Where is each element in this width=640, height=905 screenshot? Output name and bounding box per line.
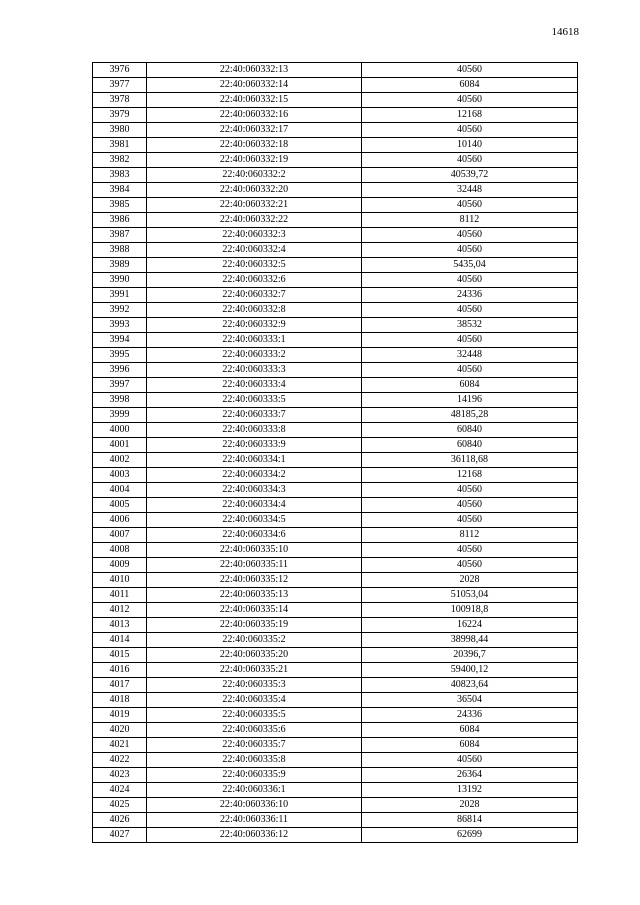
- row-number-cell: 3998: [93, 393, 147, 408]
- value-cell: 40560: [362, 543, 578, 558]
- table-row: [93, 153, 578, 168]
- table-row: [93, 468, 578, 483]
- row-number-cell: 3995: [93, 348, 147, 363]
- cadastral-number-cell: 22:40:060336:10: [147, 798, 362, 813]
- value-cell: 8112: [362, 528, 578, 543]
- value-cell: 32448: [362, 348, 578, 363]
- table-row: [93, 243, 578, 258]
- table-row: [93, 423, 578, 438]
- cadastral-number-cell: 22:40:060335:5: [147, 708, 362, 723]
- cadastral-number-cell: 22:40:060334:5: [147, 513, 362, 528]
- cadastral-number-cell: 22:40:060334:1: [147, 453, 362, 468]
- value-cell: 5435,04: [362, 258, 578, 273]
- value-cell: 40560: [362, 123, 578, 138]
- cadastral-number-cell: 22:40:060333:3: [147, 363, 362, 378]
- table-row: [93, 333, 578, 348]
- table-row: [93, 198, 578, 213]
- row-number-cell: 4001: [93, 438, 147, 453]
- value-cell: 13192: [362, 783, 578, 798]
- row-number-cell: 3992: [93, 303, 147, 318]
- cadastral-table: [92, 62, 578, 843]
- table-row: [93, 528, 578, 543]
- cadastral-number-cell: 22:40:060336:1: [147, 783, 362, 798]
- table-row: [93, 723, 578, 738]
- table-row: [93, 228, 578, 243]
- cadastral-number-cell: 22:40:060335:19: [147, 618, 362, 633]
- row-number-cell: 3993: [93, 318, 147, 333]
- value-cell: 12168: [362, 468, 578, 483]
- cadastral-number-cell: 22:40:060335:21: [147, 663, 362, 678]
- cadastral-number-cell: 22:40:060332:3: [147, 228, 362, 243]
- row-number-cell: 4003: [93, 468, 147, 483]
- cadastral-number-cell: 22:40:060333:9: [147, 438, 362, 453]
- table-row: [93, 663, 578, 678]
- cadastral-number-cell: 22:40:060332:17: [147, 123, 362, 138]
- row-number-cell: 3994: [93, 333, 147, 348]
- row-number-cell: 3980: [93, 123, 147, 138]
- value-cell: 24336: [362, 288, 578, 303]
- value-cell: 40539,72: [362, 168, 578, 183]
- table-row: [93, 693, 578, 708]
- row-number-cell: 3999: [93, 408, 147, 423]
- value-cell: 38998,44: [362, 633, 578, 648]
- value-cell: 6084: [362, 378, 578, 393]
- row-number-cell: 3997: [93, 378, 147, 393]
- table-row: [93, 753, 578, 768]
- row-number-cell: 4023: [93, 768, 147, 783]
- value-cell: 6084: [362, 78, 578, 93]
- cadastral-number-cell: 22:40:060332:16: [147, 108, 362, 123]
- value-cell: 40560: [362, 303, 578, 318]
- cadastral-number-cell: 22:40:060335:14: [147, 603, 362, 618]
- value-cell: 40823,64: [362, 678, 578, 693]
- table-row: [93, 543, 578, 558]
- table-row: [93, 318, 578, 333]
- cadastral-number-cell: 22:40:060332:7: [147, 288, 362, 303]
- table-row: [93, 678, 578, 693]
- table-row: [93, 213, 578, 228]
- table-row: [93, 288, 578, 303]
- row-number-cell: 3983: [93, 168, 147, 183]
- value-cell: 12168: [362, 108, 578, 123]
- row-number-cell: 3976: [93, 63, 147, 78]
- cadastral-number-cell: 22:40:060334:4: [147, 498, 362, 513]
- row-number-cell: 4025: [93, 798, 147, 813]
- value-cell: 16224: [362, 618, 578, 633]
- table-row: [93, 498, 578, 513]
- table-row: [93, 798, 578, 813]
- table-row: [93, 63, 578, 78]
- value-cell: 6084: [362, 723, 578, 738]
- cadastral-number-cell: 22:40:060333:5: [147, 393, 362, 408]
- value-cell: 40560: [362, 93, 578, 108]
- page-number: 14618: [551, 26, 579, 38]
- row-number-cell: 3987: [93, 228, 147, 243]
- value-cell: 40560: [362, 513, 578, 528]
- row-number-cell: 4009: [93, 558, 147, 573]
- cadastral-number-cell: 22:40:060335:11: [147, 558, 362, 573]
- cadastral-number-cell: 22:40:060336:12: [147, 828, 362, 843]
- value-cell: 32448: [362, 183, 578, 198]
- cadastral-number-cell: 22:40:060335:9: [147, 768, 362, 783]
- cadastral-number-cell: 22:40:060335:8: [147, 753, 362, 768]
- value-cell: 60840: [362, 438, 578, 453]
- row-number-cell: 4013: [93, 618, 147, 633]
- table-row: [93, 603, 578, 618]
- cadastral-number-cell: 22:40:060334:3: [147, 483, 362, 498]
- value-cell: 36118,68: [362, 453, 578, 468]
- cadastral-number-cell: 22:40:060332:8: [147, 303, 362, 318]
- cadastral-number-cell: 22:40:060336:11: [147, 813, 362, 828]
- table-row: [93, 558, 578, 573]
- row-number-cell: 4021: [93, 738, 147, 753]
- value-cell: 40560: [362, 243, 578, 258]
- cadastral-number-cell: 22:40:060332:6: [147, 273, 362, 288]
- row-number-cell: 4026: [93, 813, 147, 828]
- table-row: [93, 393, 578, 408]
- row-number-cell: 4010: [93, 573, 147, 588]
- cadastral-number-cell: 22:40:060332:13: [147, 63, 362, 78]
- row-number-cell: 4006: [93, 513, 147, 528]
- table-row: [93, 78, 578, 93]
- row-number-cell: 3977: [93, 78, 147, 93]
- value-cell: 8112: [362, 213, 578, 228]
- cadastral-number-cell: 22:40:060332:2: [147, 168, 362, 183]
- row-number-cell: 4018: [93, 693, 147, 708]
- table-body: [93, 63, 578, 843]
- row-number-cell: 4007: [93, 528, 147, 543]
- row-number-cell: 3990: [93, 273, 147, 288]
- table-row: [93, 123, 578, 138]
- row-number-cell: 4017: [93, 678, 147, 693]
- row-number-cell: 3996: [93, 363, 147, 378]
- value-cell: 14196: [362, 393, 578, 408]
- cadastral-number-cell: 22:40:060332:18: [147, 138, 362, 153]
- table-row: [93, 93, 578, 108]
- value-cell: 10140: [362, 138, 578, 153]
- table-row: [93, 483, 578, 498]
- table-row: [93, 648, 578, 663]
- value-cell: 6084: [362, 738, 578, 753]
- value-cell: 86814: [362, 813, 578, 828]
- row-number-cell: 3989: [93, 258, 147, 273]
- row-number-cell: 3982: [93, 153, 147, 168]
- row-number-cell: 4008: [93, 543, 147, 558]
- value-cell: 48185,28: [362, 408, 578, 423]
- row-number-cell: 3981: [93, 138, 147, 153]
- cadastral-number-cell: 22:40:060335:7: [147, 738, 362, 753]
- row-number-cell: 4019: [93, 708, 147, 723]
- value-cell: 40560: [362, 333, 578, 348]
- table-row: [93, 588, 578, 603]
- cadastral-number-cell: 22:40:060332:4: [147, 243, 362, 258]
- value-cell: 60840: [362, 423, 578, 438]
- row-number-cell: 4012: [93, 603, 147, 618]
- value-cell: 59400,12: [362, 663, 578, 678]
- row-number-cell: 3984: [93, 183, 147, 198]
- row-number-cell: 4016: [93, 663, 147, 678]
- table-row: [93, 618, 578, 633]
- value-cell: 62699: [362, 828, 578, 843]
- cadastral-number-cell: 22:40:060332:15: [147, 93, 362, 108]
- row-number-cell: 4020: [93, 723, 147, 738]
- cadastral-number-cell: 22:40:060332:9: [147, 318, 362, 333]
- value-cell: 40560: [362, 558, 578, 573]
- cadastral-number-cell: 22:40:060332:22: [147, 213, 362, 228]
- row-number-cell: 4024: [93, 783, 147, 798]
- value-cell: 2028: [362, 573, 578, 588]
- cadastral-number-cell: 22:40:060333:1: [147, 333, 362, 348]
- cadastral-number-cell: 22:40:060335:12: [147, 573, 362, 588]
- table-row: [93, 168, 578, 183]
- cadastral-number-cell: 22:40:060335:10: [147, 543, 362, 558]
- value-cell: 40560: [362, 198, 578, 213]
- table-row: [93, 738, 578, 753]
- row-number-cell: 4022: [93, 753, 147, 768]
- row-number-cell: 3985: [93, 198, 147, 213]
- table-row: [93, 453, 578, 468]
- cadastral-number-cell: 22:40:060335:13: [147, 588, 362, 603]
- table-row: [93, 513, 578, 528]
- cadastral-number-cell: 22:40:060334:2: [147, 468, 362, 483]
- value-cell: 36504: [362, 693, 578, 708]
- table-row: [93, 783, 578, 798]
- value-cell: 40560: [362, 753, 578, 768]
- value-cell: 20396,7: [362, 648, 578, 663]
- table-row: [93, 438, 578, 453]
- table-row: [93, 633, 578, 648]
- value-cell: 2028: [362, 798, 578, 813]
- value-cell: 40560: [362, 483, 578, 498]
- cadastral-number-cell: 22:40:060334:6: [147, 528, 362, 543]
- value-cell: 40560: [362, 498, 578, 513]
- table-row: [93, 573, 578, 588]
- cadastral-number-cell: 22:40:060335:2: [147, 633, 362, 648]
- row-number-cell: 4002: [93, 453, 147, 468]
- cadastral-number-cell: 22:40:060333:2: [147, 348, 362, 363]
- table-row: [93, 768, 578, 783]
- row-number-cell: 3991: [93, 288, 147, 303]
- table-row: [93, 828, 578, 843]
- cadastral-number-cell: 22:40:060335:4: [147, 693, 362, 708]
- table-row: [93, 273, 578, 288]
- table-row: [93, 303, 578, 318]
- cadastral-number-cell: 22:40:060332:21: [147, 198, 362, 213]
- cadastral-number-cell: 22:40:060335:3: [147, 678, 362, 693]
- row-number-cell: 4004: [93, 483, 147, 498]
- cadastral-number-cell: 22:40:060333:8: [147, 423, 362, 438]
- cadastral-number-cell: 22:40:060335:6: [147, 723, 362, 738]
- row-number-cell: 3978: [93, 93, 147, 108]
- row-number-cell: 3988: [93, 243, 147, 258]
- row-number-cell: 4000: [93, 423, 147, 438]
- row-number-cell: 3979: [93, 108, 147, 123]
- table-row: [93, 138, 578, 153]
- cadastral-number-cell: 22:40:060332:20: [147, 183, 362, 198]
- table-row: [93, 378, 578, 393]
- value-cell: 51053,04: [362, 588, 578, 603]
- value-cell: 40560: [362, 363, 578, 378]
- value-cell: 26364: [362, 768, 578, 783]
- cadastral-number-cell: 22:40:060333:7: [147, 408, 362, 423]
- row-number-cell: 4015: [93, 648, 147, 663]
- cadastral-number-cell: 22:40:060332:5: [147, 258, 362, 273]
- table-row: [93, 183, 578, 198]
- table-row: [93, 708, 578, 723]
- value-cell: 40560: [362, 63, 578, 78]
- cadastral-number-cell: 22:40:060333:4: [147, 378, 362, 393]
- row-number-cell: 4027: [93, 828, 147, 843]
- table-row: [93, 108, 578, 123]
- row-number-cell: 4014: [93, 633, 147, 648]
- row-number-cell: 4005: [93, 498, 147, 513]
- table-row: [93, 408, 578, 423]
- value-cell: 38532: [362, 318, 578, 333]
- cadastral-number-cell: 22:40:060332:14: [147, 78, 362, 93]
- cadastral-number-cell: 22:40:060332:19: [147, 153, 362, 168]
- value-cell: 24336: [362, 708, 578, 723]
- value-cell: 40560: [362, 228, 578, 243]
- value-cell: 40560: [362, 273, 578, 288]
- table-row: [93, 348, 578, 363]
- row-number-cell: 3986: [93, 213, 147, 228]
- table-row: [93, 813, 578, 828]
- value-cell: 100918,8: [362, 603, 578, 618]
- value-cell: 40560: [362, 153, 578, 168]
- cadastral-number-cell: 22:40:060335:20: [147, 648, 362, 663]
- table-row: [93, 363, 578, 378]
- row-number-cell: 4011: [93, 588, 147, 603]
- table-row: [93, 258, 578, 273]
